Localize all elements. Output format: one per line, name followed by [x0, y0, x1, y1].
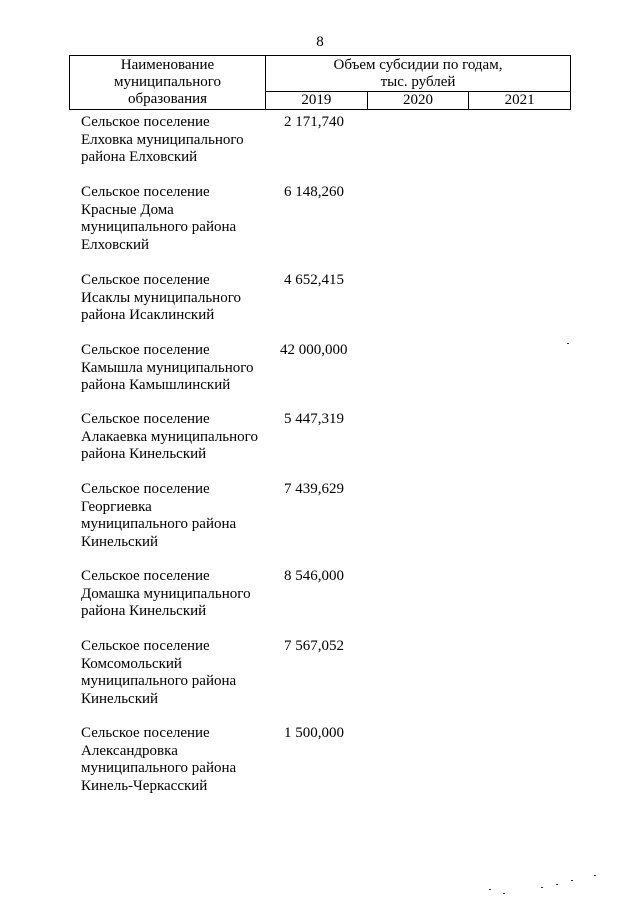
column-header-year-2019: 2019	[266, 92, 368, 110]
scan-speck	[567, 343, 569, 344]
subsidy-2019: 42 000,000	[280, 342, 348, 358]
municipality-name: Сельское поселение Домашка муниципального района Кинельский	[81, 568, 251, 619]
municipality-name: Сельское поселение Алакаевка муниципального района Кинельский	[81, 411, 258, 462]
column-header-year-2021: 2021	[469, 92, 571, 110]
page-number: 8	[316, 34, 324, 50]
subsidy-2019: 7 439,629	[284, 481, 344, 497]
subsidy-2019: 2 171,740	[284, 114, 344, 130]
municipality-name: Сельское поселение Камышла муниципального района Камышлинский	[81, 342, 254, 393]
scan-speck	[571, 880, 573, 881]
scan-speck	[503, 893, 505, 894]
municipality-name: Сельское поселение Георгиевка муниципального района Кинельский	[81, 481, 237, 550]
subsidy-2019: 5 447,319	[284, 411, 344, 427]
municipality-name: Сельское поселение Комсомольский муниципального района Кинельский	[81, 638, 237, 707]
subsidy-2019: 1 500,000	[284, 725, 344, 741]
municipality-name: Сельское поселение Елховка муниципального района Елховский	[81, 114, 244, 165]
municipality-name: Сельское поселение Александровка муниципального района Кинель-Черкасский	[81, 725, 237, 794]
column-header-name: Наименование муниципального образования	[70, 56, 266, 110]
scan-speck	[556, 884, 558, 885]
municipality-name: Сельское поселение Красные Дома муниципального района Елховский	[81, 184, 237, 253]
scan-speck	[541, 887, 543, 888]
municipality-name: Сельское поселение Исаклы муниципального района Исаклинский	[81, 272, 241, 323]
column-header-subsidy: Объем субсидии по годам, тыс. рублей	[266, 56, 571, 92]
scan-speck	[489, 889, 491, 890]
subsidy-2019: 6 148,260	[284, 184, 344, 200]
scan-speck	[594, 875, 596, 876]
subsidy-2019: 8 546,000	[284, 568, 344, 584]
subsidy-2019: 7 567,052	[284, 638, 344, 654]
subsidy-table-header	[69, 55, 571, 110]
subsidy-2019: 4 652,415	[284, 272, 344, 288]
column-header-year-2020: 2020	[367, 92, 469, 110]
